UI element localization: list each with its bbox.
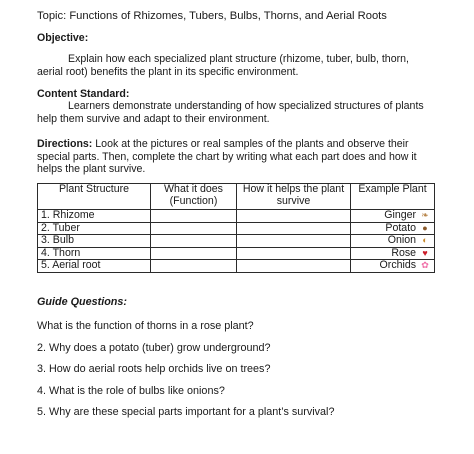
- example-label: Onion: [387, 234, 417, 246]
- header-example-plant: Example Plant: [351, 184, 435, 210]
- directions-label: Directions:: [37, 138, 93, 150]
- function-cell[interactable]: [151, 260, 237, 273]
- header-plant-structure: Plant Structure: [38, 184, 151, 210]
- guide-question-3: 3. How do aerial roots help orchids live on trees?: [37, 363, 271, 375]
- ginger-icon: ❧: [421, 210, 429, 220]
- function-cell[interactable]: [151, 210, 237, 223]
- function-cell[interactable]: [151, 235, 237, 248]
- onion-icon: ◐: [422, 235, 428, 245]
- example-label: Rose: [391, 246, 417, 259]
- rose-icon: ♥: [422, 247, 428, 258]
- table-row: [38, 235, 435, 248]
- table-row: [38, 222, 435, 235]
- directions: [37, 138, 437, 176]
- plant-structure-chart: [37, 183, 435, 273]
- table-row: [38, 247, 435, 260]
- table-row: [38, 210, 435, 223]
- objective-text: Explain how each specialized plant structure (rhizome, tuber, bulb, thorn, aerial root) benefits the plant in its specific environment.: [37, 53, 409, 78]
- guide-question-4: 4. What is the role of bulbs like onions?: [37, 385, 225, 397]
- structure-cell: 1. Rhizome: [38, 210, 151, 223]
- example-cell: [351, 235, 435, 248]
- header-function: What it does (Function): [151, 184, 237, 210]
- guide-questions-heading: Guide Questions:: [37, 296, 127, 308]
- example-cell: [351, 210, 435, 223]
- topic-title: Topic: Functions of Rhizomes, Tubers, Bulbs, Thorns, and Aerial Roots: [37, 10, 387, 22]
- example-cell: [351, 222, 435, 235]
- content-standard-heading: Content Standard:: [37, 88, 130, 100]
- example-label: Orchids: [379, 259, 417, 271]
- survive-cell[interactable]: [237, 247, 351, 260]
- orchid-icon: ✿: [421, 260, 429, 270]
- example-cell: [351, 247, 435, 260]
- example-label: Ginger: [384, 209, 417, 221]
- example-cell: [351, 260, 435, 273]
- potato-icon: ●: [422, 222, 428, 233]
- header-how-it-helps: How it helps the plant survive: [237, 184, 351, 210]
- table-row: [38, 260, 435, 273]
- function-cell[interactable]: [151, 222, 237, 235]
- structure-cell: 2. Tuber: [38, 222, 151, 235]
- survive-cell[interactable]: [237, 210, 351, 223]
- guide-question-2: 2. Why does a potato (tuber) grow underground?: [37, 342, 271, 354]
- guide-question-5: 5. Why are these special parts important for a plant’s survival?: [37, 406, 335, 418]
- survive-cell[interactable]: [237, 222, 351, 235]
- content-standard-text: Learners demonstrate understanding of how specialized structures of plants help them survive and adapt to their environment.: [37, 100, 424, 125]
- objective-heading: Objective:: [37, 32, 89, 44]
- structure-cell: 4. Thorn: [38, 247, 151, 260]
- function-cell[interactable]: [151, 247, 237, 260]
- survive-cell[interactable]: [237, 235, 351, 248]
- example-label: Potato: [385, 221, 417, 234]
- structure-cell: 3. Bulb: [38, 235, 151, 248]
- structure-cell: 5. Aerial root: [38, 260, 151, 273]
- chart-header-row: [38, 184, 435, 210]
- survive-cell[interactable]: [237, 260, 351, 273]
- directions-text: Look at the pictures or real samples of the plants and observe their special parts. Then, complete the chart by writing what each part does and how it helps the plant survive.: [37, 138, 417, 176]
- guide-question-1: What is the function of thorns in a rose plant?: [37, 320, 254, 332]
